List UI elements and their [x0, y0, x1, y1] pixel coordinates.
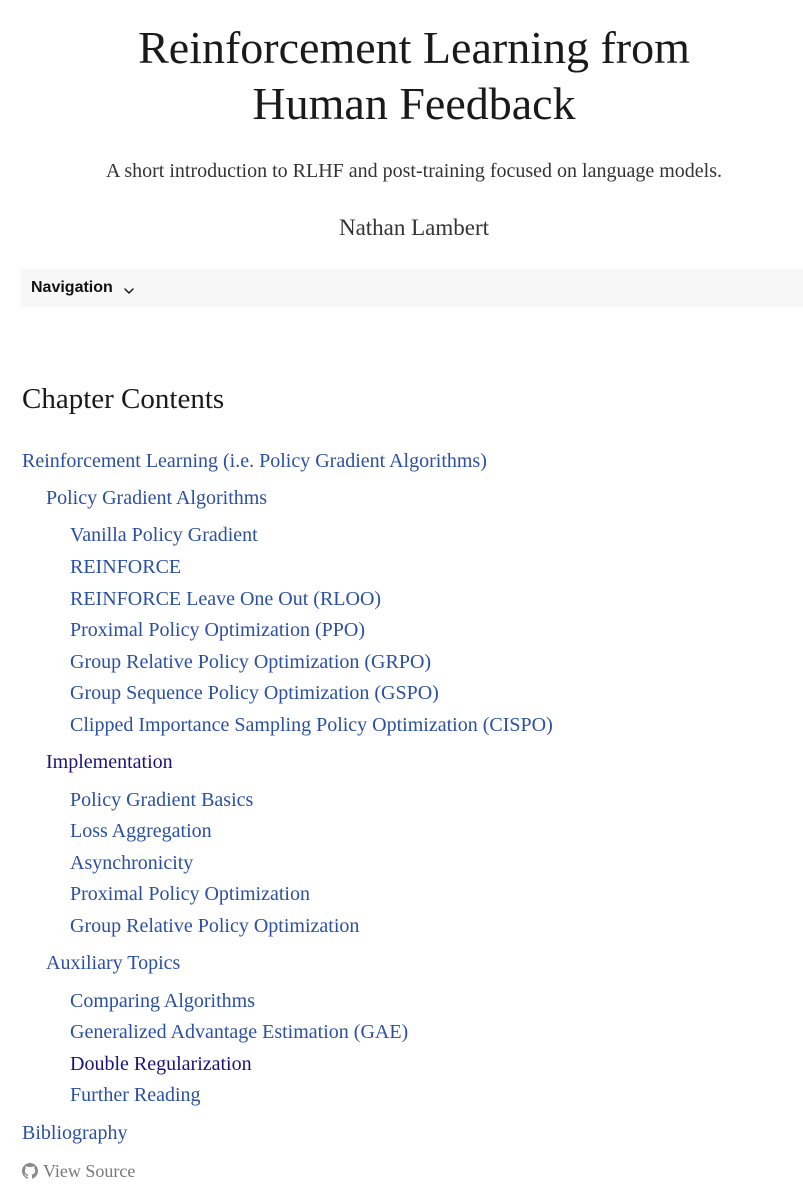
toc-link-policy-gradient-algorithms[interactable]: Policy Gradient Algorithms [46, 487, 268, 509]
toc-link-cispo[interactable]: Clipped Importance Sampling Policy Optimization (CISPO) [70, 714, 553, 736]
chapter-contents-heading: Chapter Contents [22, 383, 225, 415]
toc-link-policy-gradient-basics[interactable]: Policy Gradient Basics [70, 789, 254, 811]
toc-link-rloo[interactable]: REINFORCE Leave One Out (RLOO) [70, 588, 382, 610]
toc-link-reinforce[interactable]: REINFORCE [70, 556, 182, 578]
author-name: Nathan Lambert [338, 215, 490, 240]
toc-link-ppo[interactable]: Proximal Policy Optimization (PPO) [70, 619, 365, 641]
toc-link-group-relative-policy-optimization[interactable]: Group Relative Policy Optimization [70, 915, 360, 937]
toc-link-comparing-algorithms[interactable]: Comparing Algorithms [70, 990, 255, 1012]
page-title-line-2: Human Feedback [252, 78, 576, 129]
toc-link-reinforcement-learning[interactable]: Reinforcement Learning (i.e. Policy Gradient Algorithms) [22, 450, 487, 472]
toc-link-double-regularization[interactable]: Double Regularization [70, 1053, 252, 1075]
toc-link-implementation[interactable]: Implementation [46, 751, 173, 773]
toc-link-auxiliary-topics[interactable]: Auxiliary Topics [46, 952, 181, 974]
view-source-label: View Source [43, 1161, 136, 1181]
toc-link-proximal-policy-optimization[interactable]: Proximal Policy Optimization [70, 883, 310, 905]
page-title-line-1: Reinforcement Learning from [138, 22, 690, 73]
navigation-dropdown[interactable] [21, 269, 803, 307]
navigation-label: Navigation [31, 279, 113, 296]
chevron-down-icon [123, 282, 135, 294]
page-subtitle: A short introduction to RLHF and post-training focused on language models. [105, 160, 723, 182]
toc-link-gspo[interactable]: Group Sequence Policy Optimization (GSPO) [70, 682, 439, 704]
toc-link-vanilla-policy-gradient[interactable]: Vanilla Policy Gradient [70, 524, 258, 546]
toc-link-further-reading[interactable]: Further Reading [70, 1084, 201, 1106]
page-title [0, 20, 803, 132]
toc-link-bibliography[interactable]: Bibliography [22, 1122, 128, 1144]
toc-link-asynchronicity[interactable]: Asynchronicity [70, 852, 194, 874]
view-source-link[interactable] [22, 1160, 135, 1182]
github-icon [22, 1163, 38, 1179]
toc-link-grpo[interactable]: Group Relative Policy Optimization (GRPO) [70, 651, 432, 673]
toc-link-loss-aggregation[interactable]: Loss Aggregation [70, 820, 212, 842]
toc-link-gae[interactable]: Generalized Advantage Estimation (GAE) [70, 1021, 409, 1043]
